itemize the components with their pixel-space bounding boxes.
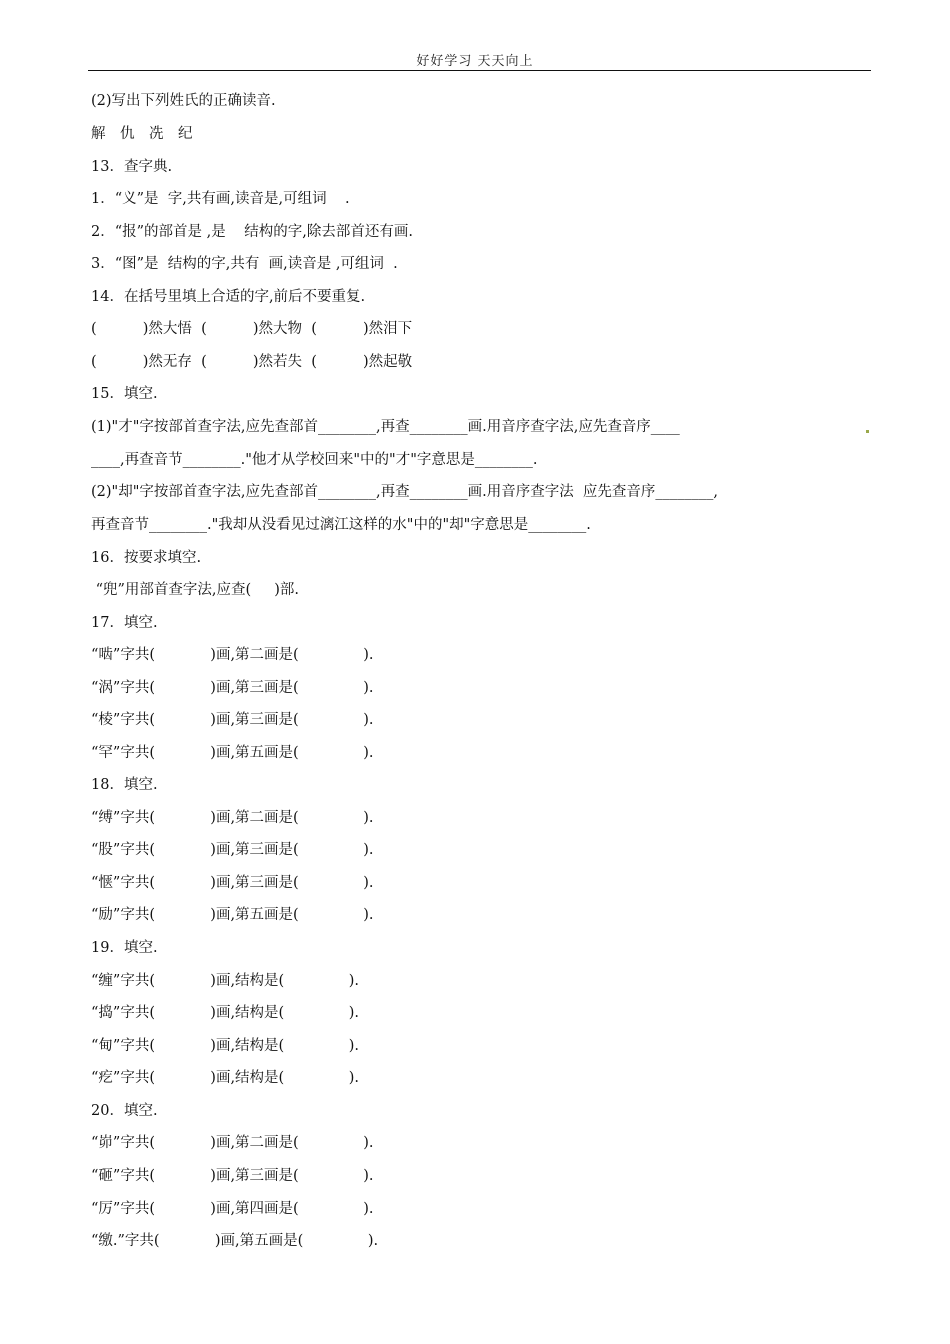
text-line: (2)"却"字按部首查字法,应先查部首________,再查________画.用音序查字法 应先查音序________, — [91, 484, 719, 500]
text-line: 17．填空. — [91, 615, 158, 631]
text-line: “啮”字共( )画,第二画是( ). — [91, 647, 374, 663]
text-line: “涡”字共( )画,第三画是( ). — [91, 680, 374, 696]
page-header: 好好学习 天天向上 — [416, 54, 534, 69]
text-line: “股”字共( )画,第三画是( ). — [91, 842, 374, 858]
text-line: “缴.”字共( )画,第五画是( ). — [91, 1233, 379, 1249]
text-line: 20．填空. — [91, 1103, 158, 1119]
text-line: 再查音节________."我却从没看见过漓江这样的水"中的"却"字意思是________. — [91, 517, 591, 533]
text-line: “罕”字共( )画,第五画是( ). — [91, 745, 374, 761]
text-line: 解 仇 冼 纪 — [91, 126, 193, 142]
text-line: “励”字共( )画,第五画是( ). — [91, 907, 374, 923]
text-line: 14．在括号里填上合适的字,前后不要重复. — [91, 289, 366, 305]
text-line: ____,再查音节________."他才从学校回来"中的"才"字意思是________. — [91, 452, 538, 468]
text-line: “缠”字共( )画,结构是( ). — [91, 973, 360, 989]
text-line: “兜”用部首查字法,应查( )部. — [91, 582, 300, 598]
text-line: 15．填空. — [91, 386, 158, 402]
text-line: 3．“图”是 结构的字,共有 画,读音是 ,可组词 . — [91, 256, 398, 272]
text-line: “疙”字共( )画,结构是( ). — [91, 1070, 360, 1086]
text-line: 19．填空. — [91, 940, 158, 956]
text-line: 18．填空. — [91, 777, 158, 793]
text-line: “惬”字共( )画,第三画是( ). — [91, 875, 374, 891]
text-line: “砸”字共( )画,第三画是( ). — [91, 1168, 374, 1184]
text-line: ( )然无存 ( )然若失 ( )然起敬 — [91, 354, 413, 370]
header-rule — [88, 70, 871, 71]
text-line: “峁”字共( )画,第二画是( ). — [91, 1135, 374, 1151]
text-line: 16．按要求填空. — [91, 550, 202, 566]
text-line: (1)"才"字按部首查字法,应先查部首________,再查________画.用音序查字法,应先查音序____ — [91, 419, 680, 435]
text-line: “厉”字共( )画,第四画是( ). — [91, 1201, 374, 1217]
text-line: ( )然大悟 ( )然大物 ( )然泪下 — [91, 321, 413, 337]
text-line: 2．“报”的部首是 ,是 结构的字,除去部首还有画. — [91, 224, 413, 240]
text-line: “缚”字共( )画,第二画是( ). — [91, 810, 374, 826]
text-line: 1．“义”是 字,共有画,读音是,可组词 . — [91, 191, 350, 207]
text-line: “甸”字共( )画,结构是( ). — [91, 1038, 360, 1054]
text-line: (2)写出下列姓氏的正确读音. — [91, 93, 276, 109]
text-line: “棱”字共( )画,第三画是( ). — [91, 712, 374, 728]
text-line: “捣”字共( )画,结构是( ). — [91, 1005, 360, 1021]
text-line: 13．查字典. — [91, 159, 173, 175]
stray-mark — [866, 430, 869, 433]
